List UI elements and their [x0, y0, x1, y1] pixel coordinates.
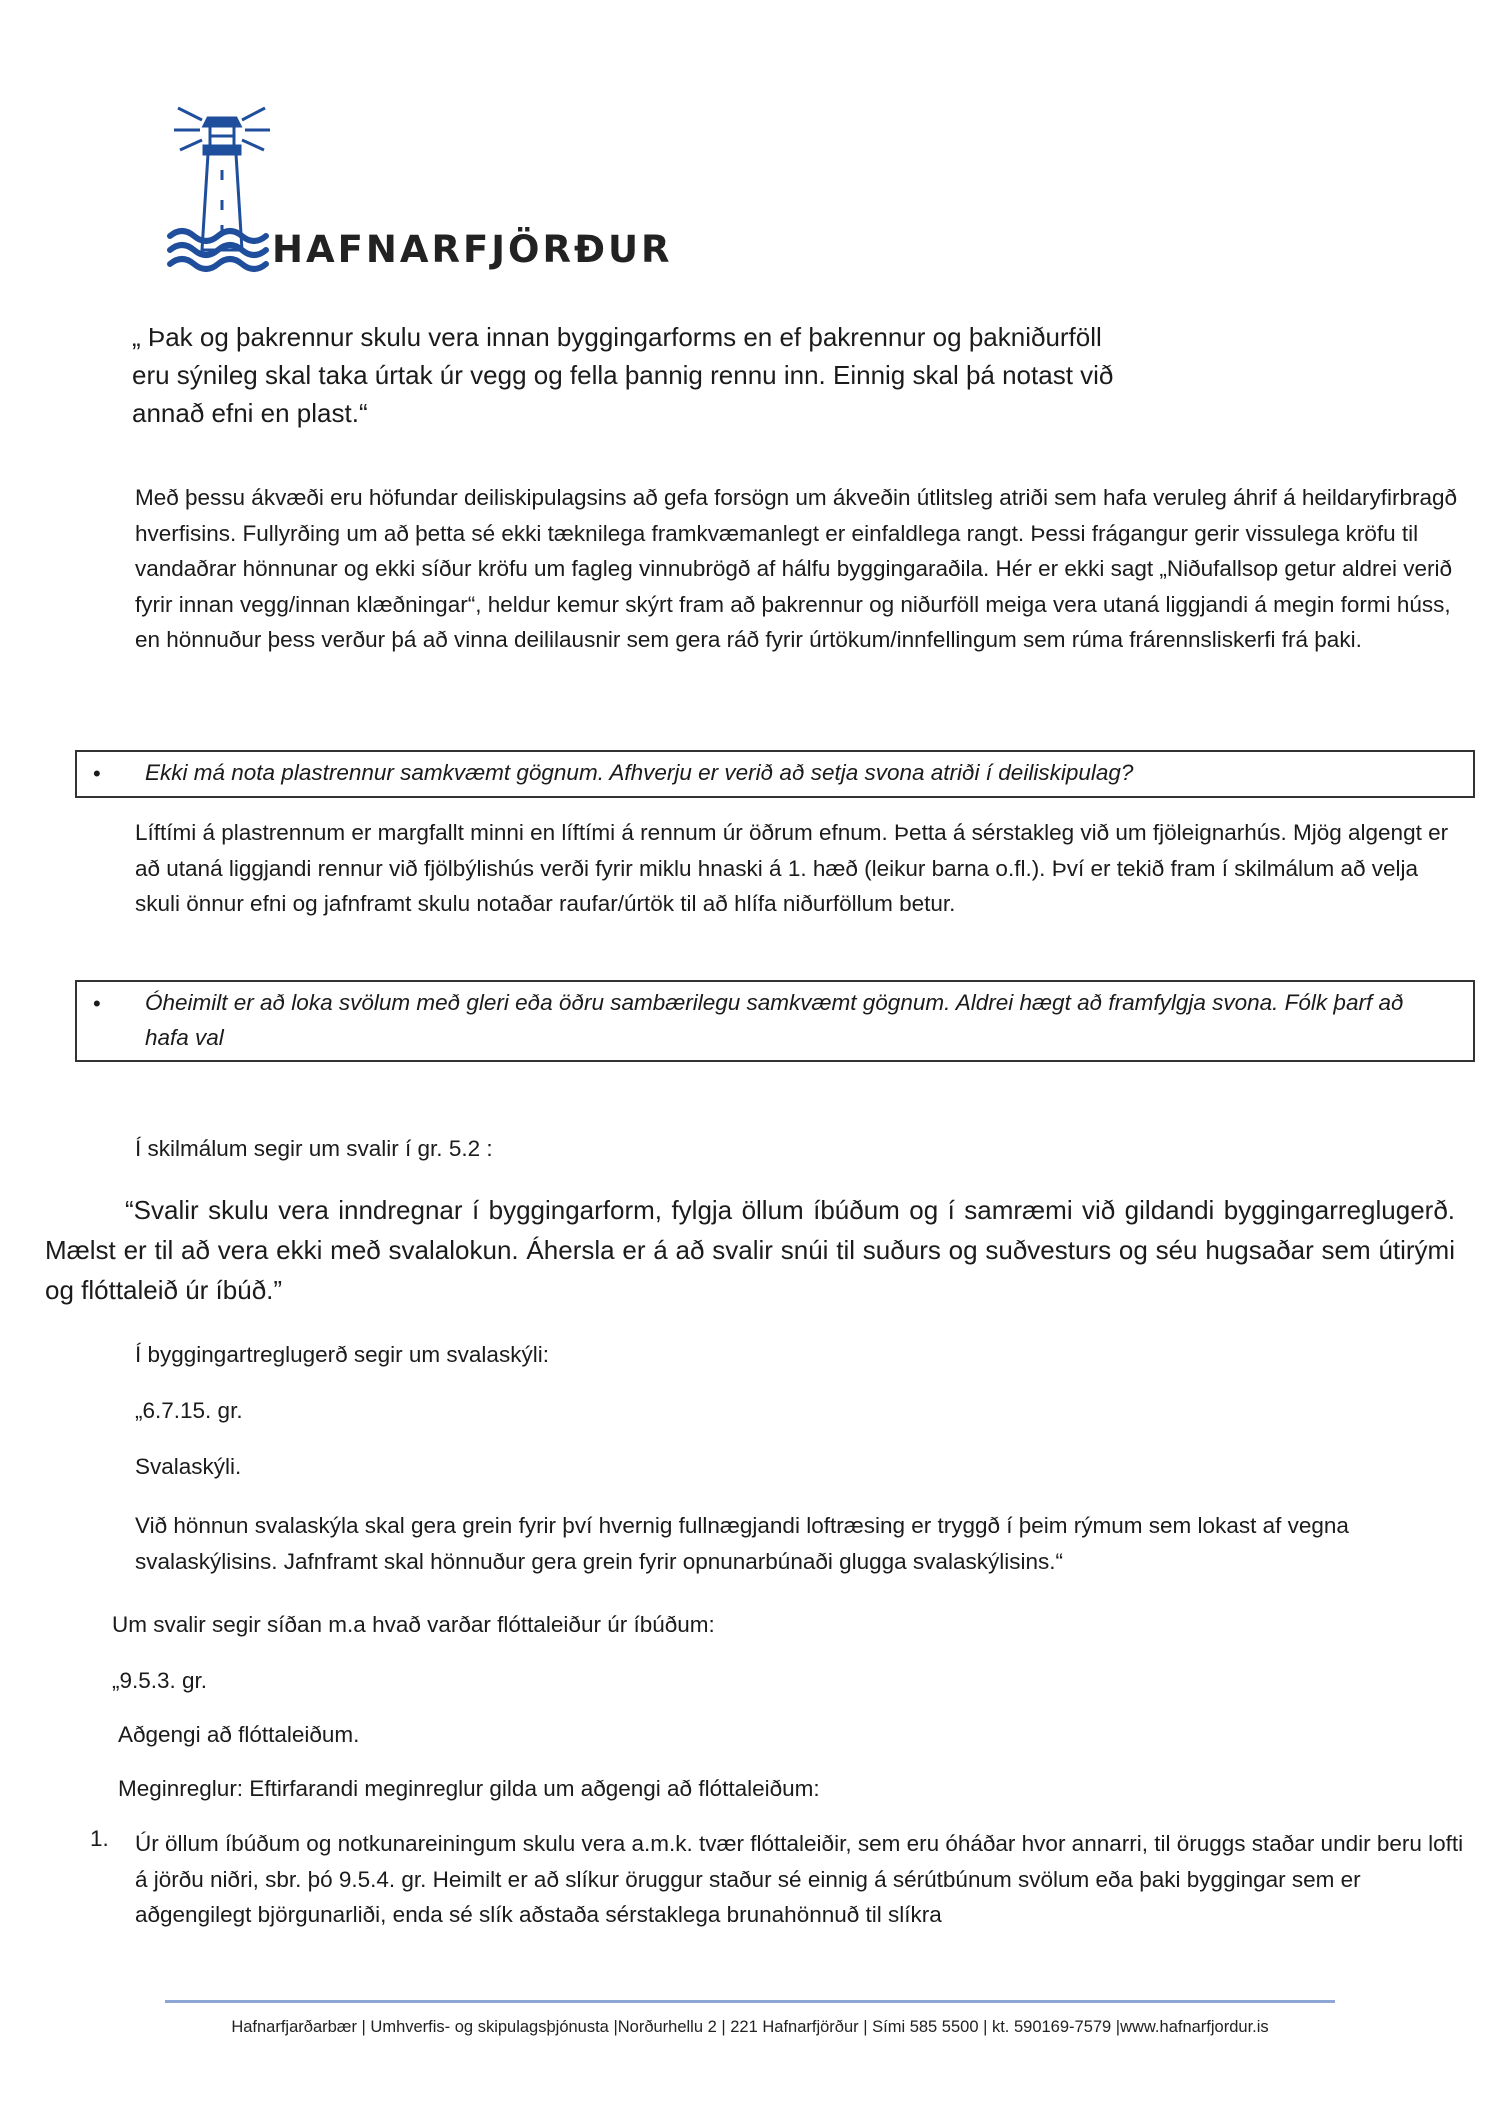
objection-box	[75, 980, 1475, 1062]
objection-box	[75, 750, 1475, 798]
list-item: Úr öllum íbúðum og notkunareiningum skulu vera a.m.k. tvær flóttaleiðir, sem eru óháðar hvor annarri, til öruggs staðar undir beru lofti á jörðu niðri, sbr. þó 9.5.4. gr. Heimilt er að slíkur öruggur staður sé einnig á sérútbúnum svölum eða þaki byggingar sem er aðgengilegt björgunarliði, enda sé slík aðstaða sérstaklega brunahönnuð til slíkra	[135, 1831, 1464, 1927]
roof-gutter-quote	[132, 318, 1232, 432]
article-number: „9.5.3. gr.	[112, 1668, 208, 1693]
regulation-paragraph: Við hönnun svalaskýla skal gera grein fyrir því hvernig fullnægjandi loftræsing er tryggð í þeim rýmum sem lokast af vegna svalaskýlisins. Jafnframt skal hönnuður gera grein fyrir opnunarbúnaði glugga svalaskýlisins.“	[135, 1513, 1349, 1574]
principles-intro: Meginreglur: Eftirfarandi meginreglur gilda um aðgengi að flóttaleiðum:	[118, 1776, 820, 1801]
footer-divider	[165, 2000, 1335, 2003]
article-heading: Aðgengi að flóttaleiðum.	[118, 1722, 360, 1747]
explanation-paragraph: Með þessu ákvæði eru höfundar deiliskipulagsins að gefa forsögn um ákveðin útlitsleg atriði sem hafa veruleg áhrif á heildaryfirbragð hverfisins. Fullyrðing um að þetta sé ekki tæknilega framkvæmanlegt er einfaldlega rangt. Þessi frágangur gerir vissulega kröfu til vandaðrar hönnunar og ekki síður kröfu um fagleg vinnubrögð af hálfu byggingaraðila. Hér er ekki sagt „Niðufallsop getur aldrei verið fyrir innan vegg/innan klæðningar“, heldur kemur skýrt fram að þakrennur og niðurföll meiga vera utaná liggjandi á megin formi húss, en hönnuður þess verður þá að vinna deililausnir sem gera ráð fyrir úrtökum/innfellingum sem rúma frárennsliskerfi frá þaki.	[135, 485, 1457, 652]
terms-intro: Í skilmálum segir um svalir í gr. 5.2 :	[135, 1136, 493, 1161]
quote-line: annað efni en plast.“	[132, 398, 368, 428]
response-paragraph: Líftími á plastrennum er margfallt minni en líftími á rennum úr öðrum efnum. Þetta á sérstakleg við um fjöleignarhús. Mjög algengt er að utaná liggjandi rennur við fjölbýlishús verði fyrir miklu hnaski á 1. hæð (leikur barna o.fl.). Því er tekið fram í skilmálum að velja skuli önnur efni og jafnframt skulu notaðar raufar/úrtök til að hlífa niðurföllum betur.	[135, 820, 1449, 916]
escape-route-intro: Um svalir segir síðan m.a hvað varðar flóttaleiður úr íbúðum:	[112, 1612, 715, 1637]
bullet-icon: •	[93, 991, 101, 1016]
footer-contact: Hafnarfjarðarbær | Umhverfis- og skipulagsþjónusta |Norðurhellu 2 | 221 Hafnarfjörður | Sími 585 5500 | kt. 590169-7579 |www.hafnarfjordur.is	[231, 2018, 1269, 2036]
waves-icon	[170, 231, 266, 269]
quote-line: „ Þak og þakrennur skulu vera innan byggingarforms en ef þakrennur og þakniðurföll	[132, 322, 1102, 352]
objection-text: Ekki má nota plastrennur samkvæmt gögnum. Afhverju er verið að setja svona atriði í deiliskipulag?	[145, 760, 1134, 785]
logo-wordmark: HAFNARFJÖRÐUR	[272, 228, 673, 271]
article-number: „6.7.15. gr.	[135, 1398, 243, 1423]
regulation-intro: Í byggingartreglugerð segir um svalaskýli:	[135, 1342, 549, 1367]
bullet-icon: •	[93, 761, 101, 786]
quote-line: eru sýnileg skal taka úrtak úr vegg og fella þannig rennu inn. Einnig skal þá notast við	[132, 360, 1114, 390]
article-heading: Svalaskýli.	[135, 1454, 242, 1479]
list-number: 1.	[90, 1826, 109, 1851]
lighthouse-rays-icon	[174, 108, 270, 150]
balcony-terms-quote: “Svalir skulu vera inndregnar í byggingarform, fylgja öllum íbúðum og í samræmi við gildandi byggingarreglugerð. Mælst er til að vera ekki með svalalokun. Áhersla er á að svalir snúi til suðurs og suðvesturs og séu hugsaðar sem útirými og flóttaleið úr íbúð.”	[45, 1195, 1455, 1305]
objection-text: Óheimilt er að loka svölum með gleri eða öðru sambærilegu samkvæmt gögnum. Aldrei hægt að framfylgja svona. Fólk þarf að hafa val	[145, 990, 1404, 1050]
